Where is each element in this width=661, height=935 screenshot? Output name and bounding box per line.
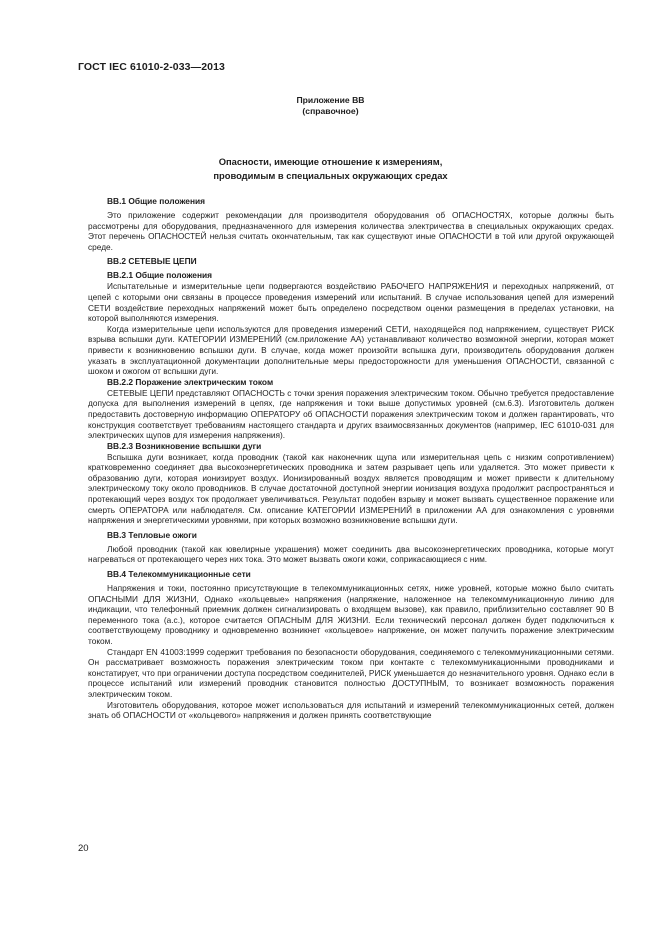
section-heading-bb4: ВВ.4 Телекоммуникационные сети	[107, 569, 251, 580]
subsection-heading-bb2-1: ВВ.2.1 Общие положения	[107, 270, 213, 281]
title-line-2: проводимым в специальных окружающих средах	[213, 169, 448, 181]
paragraph: Когда измерительные цепи используются для проведения измерений СЕТИ, находящейся под напряжением, существует РИСК взрыва вспышки дуги. КАТЕГОРИИ ИЗМЕРЕНИЙ (см.приложение АА) устанавливают количество возможной энергии, которая может привести к возникновению вспышки дуги. В случае, когда может произойти вспышка дуги, производитель оборудования должен указать в эксплуатационной документации дополнительные меры предосторожности для уменьшения ОПАСНОСТИ, связанной с шоком и ожогом от вспышки дуги.	[88, 323, 614, 377]
title-line-1: Опасности, имеющие отношение к измерениям,	[218, 156, 443, 167]
paragraph: Испытательные и измерительные цепи подвергаются воздействию РАБОЧЕГО НАПРЯЖЕНИЯ и переходных напряжений, от цепей с которыми они связаны в процессе проведения измерений или испытаний. В случае использования цепей для измерений СЕТИ воздействие переходных напряжений может быть определено посредством оценки размещения в пределах установки, на которой выполняются измерения.	[88, 281, 614, 324]
standard-header: ГОСТ IEC 61010-2-033—2013	[78, 61, 225, 73]
paragraph: Любой проводник (такой как ювелирные украшения) может соединить два высокоэнергетических проводника, которые могут нагреваться от протекающего через них тока. Это может вызвать ожоги кожи, соприкасающиеся с ним.	[88, 543, 614, 565]
paragraph: Это приложение содержит рекомендации для производителя оборудования об ОПАСНОСТЯХ, которые должны быть рассмотрены для оборудования, предназначенного для измерения количества электричества в специальных окружающих средах. Этот перечень ОПАСНОСТЕЙ нельзя считать окончательным, так как существуют иные ОПАСНОСТИ в той или другой окружающей среде.	[88, 210, 614, 252]
paragraph: Изготовитель оборудования, которое может использоваться для испытаний и измерений телекоммуникационных сетей, должен знать об ОПАСНОСТИ от «кольцевого» напряжения и должен принять соответствующие	[88, 699, 614, 721]
paragraph: СЕТЕВЫЕ ЦЕПИ представляют ОПАСНОСТЬ с точки зрения поражения электрическим током. Обычно требуется предоставление допуска для выполнения измерений в цепях, где напряжения и токи выше допустимых уровней (см.6.3). Изготовитель должен предоставить достоверную информацию ОПЕРАТОРУ об ОПАСНОСТИ поражения электрическим током и должен гарантировать, что конструкция соответствует требованиям настоящего стандарта и других взаимосвязанных документов (например, IEC 61010-031 для электрических щупов для измерения напряжения).	[88, 387, 614, 441]
paragraph: Стандарт EN 41003:1999 содержит требования по безопасности оборудования, соединяемого с телекоммуникационными сетями. Он рассматривает возможность поражения электрическим током при контакте с телекоммуникационными проводниками и констатирует, что при ограничении доступа посредством соединителей, РИСК уменьшается до незначительного уровня. Однако если в процессе испытаний или измерений проводник становится полностью ДОСТУПНЫМ, то возникает возможность поражения электрическим током.	[88, 646, 614, 699]
subsection-heading-bb2-2: ВВ.2.2 Поражение электрическим током	[107, 376, 274, 387]
section-heading-bb2: ВВ.2 СЕТЕВЫЕ ЦЕПИ	[107, 256, 197, 267]
section-heading-bb1: ВВ.1 Общие положения	[107, 196, 206, 206]
section-heading-bb3: ВВ.3 Тепловые ожоги	[107, 529, 197, 540]
annex-heading	[0, 95, 661, 117]
paragraph: Напряжения и токи, постоянно присутствующие в телекоммуникационных сетях, ниже уровней, которые можно было считать ОПАСНЫМИ ДЛЯ ЖИЗНИ, Однако «кольцевые» напряжения (напряжение, наложенное на телекоммуникационную линию для индикации, что телефонный приемник должен сигнализировать о входящем вызове), как правило, приблизительно составляет 90 В переменного тока (а.с.), которое считается ОПАСНЫМ ДЛЯ ЖИЗНИ. Если технический персонал должен будет подключиться к соответствующему проводнику и одновременно возникнет «кольцевое» напряжение, он может получить поражение электрическим током.	[88, 583, 614, 646]
annex-label: Приложение ВВ	[296, 95, 365, 105]
document-body	[88, 196, 614, 721]
paragraph: Вспышка дуги возникает, когда проводник (такой как наконечник щупа или измерительная цепь с низким сопротивлением) кратковременно соединяет два высокоэнергетических проводника и затем разрывает цепь или удаляется. Это может привести к образованию дуги, которая ионизирует воздух. Ионизированный воздух является проводящим и может привести к длительному электрическому току около проводников. В случае достаточной доступной энергии ионизация воздуха продолжит распространяться и протекающий через воздух ток продолжает увеличиваться. Результат подобен взрыву и может вызвать существенное поражение или смерть ОПЕРАТОРА или наблюдателя. См. описание КАТЕГОРИИ ИЗМЕРЕНИЙ в приложении АА для ознакомления с уровнями напряжения и энергетическими уровнями, при которых возможно возникновение вспышки дуги.	[88, 451, 614, 526]
subsection-heading-bb2-3: ВВ.2.3 Возникновение вспышки дуги	[107, 440, 262, 451]
annex-kind: (справочное)	[302, 106, 359, 116]
annex-title	[0, 155, 661, 182]
page-number: 20	[78, 843, 89, 854]
